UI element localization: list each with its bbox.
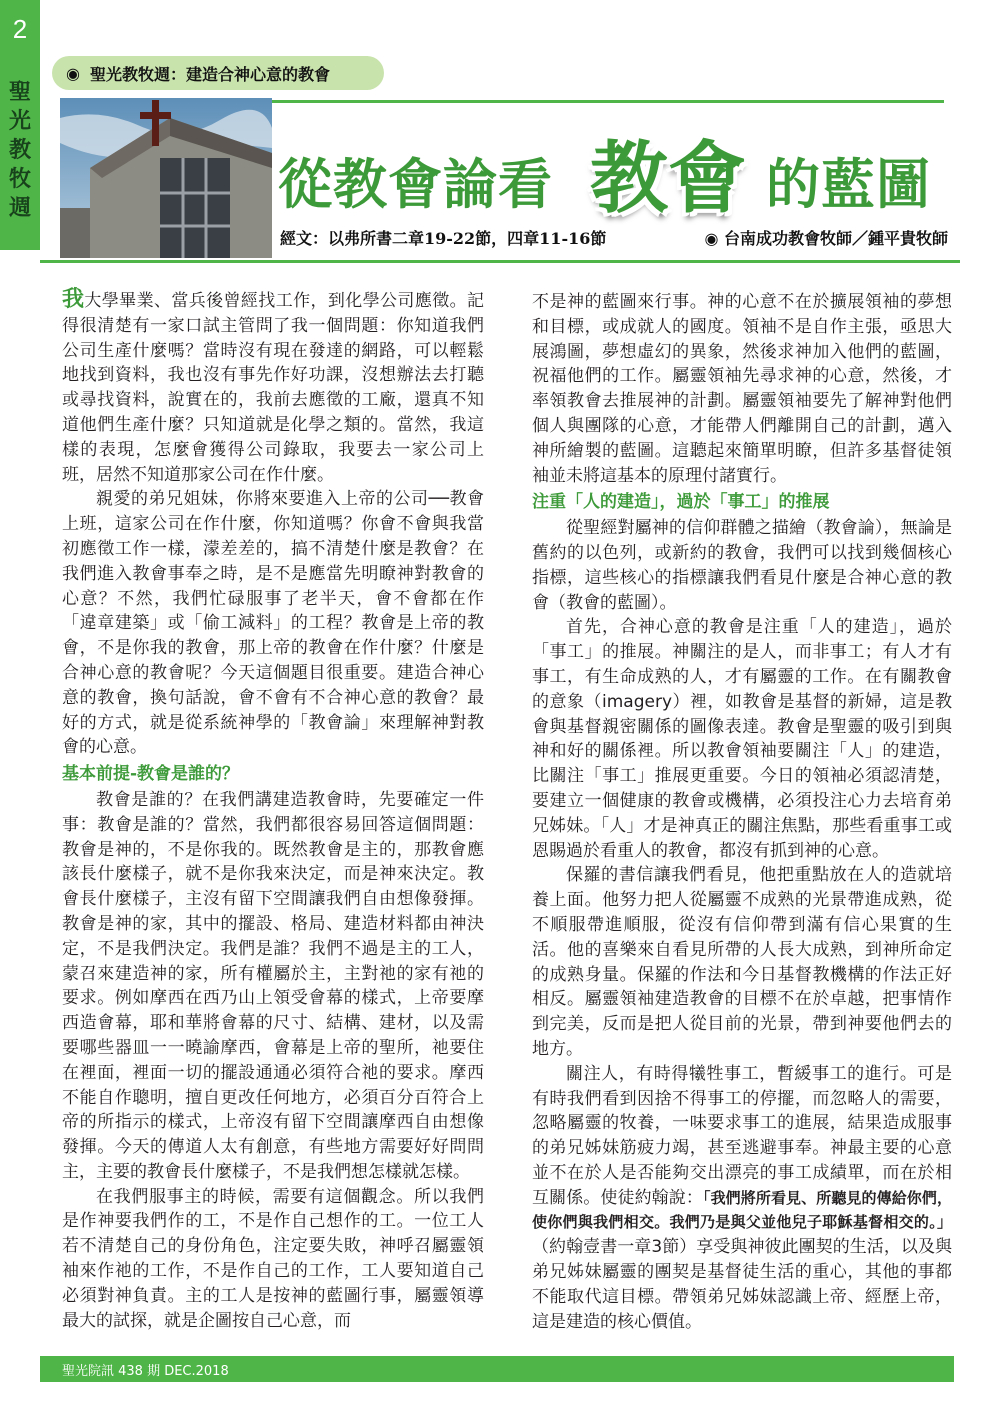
section-heading: 注重「人的建造」，過於「事工」的推展	[532, 492, 830, 513]
bullet-icon: ◉	[704, 229, 724, 248]
header-rule	[272, 100, 944, 103]
column-tag	[52, 56, 384, 90]
author-name: 台南成功教會牧師／鍾平貴牧師	[723, 229, 948, 248]
sidebar-strip	[0, 0, 40, 250]
section-char: 教	[8, 137, 31, 163]
article-title	[278, 130, 958, 224]
title-part-3: 的藍圖	[766, 153, 931, 216]
paragraph: 教會是誰的？在我們講建造教會時，先要確定一件事：教會是誰的？當然，我們都很容易回答這個問題：教會是神的，不是你我的。既然教會是主的，那教會應該長什麼樣子，就不是你我來決定，而是神來決定。教會長什麼樣子，主沒有留下空間讓我們自由想像發揮。教會是神的家，其中的擺設、格局、建造材料都由神決定，不是我們決定。我們是誰？我們不過是主的工人，蒙召來建造神的家，所有權屬於主，主對祂的家有祂的要求。例如摩西在西乃山上領受會幕的樣式，上帝要摩西造會幕，耶和華將會幕的尺寸、結構、建材，以及需要哪些器皿一一曉諭摩西，會幕是上帝的聖所，祂要住在裡面，裡面一切的擺設通通必須符合祂的要求。摩西不能自作聰明，擅自更改任何地方，必須百分百符合上帝的所指示的樣式，上帝沒有留下空間讓摩西自由想像發揮。今天的傳道人太有創意，有些地方需要好好問問主，主要的教會長什麼樣子，不是我們想怎樣就怎樣。	[62, 789, 484, 1182]
column-tag-label: 聖光教牧週：建造合神心意的教會	[89, 64, 330, 84]
scripture-quote: 「我們將所看見、所聽見的傳給你們，使你們與我們相交。我們乃是與父並他兒子耶穌基督相交的。」	[532, 1188, 952, 1232]
right-column	[532, 290, 952, 1334]
author-byline	[704, 226, 948, 249]
article-meta	[280, 226, 948, 250]
page-number: 2	[12, 14, 28, 44]
section-char: 聖	[8, 79, 31, 105]
paragraph: 首先，合神心意的教會是注重「人的建造」，過於「事工」的推展。神關注的是人，而非事工；有人才有事工，有生命成熟的人，才有屬靈的工作。在有關教會的意象（imagery）裡，如教會是基督的新婦，這是教會與基督親密關係的圖像表達。教會是聖靈的吸引到與神和好的關係裡。所以教會領袖要關注「人」的建造，比關注「事工」推展更重要。今日的領袖必須認清楚，要建立一個健康的教會或機構，必須投注心力去培育弟兄姊妹。「人」才是神真正的關注焦點，那些看重事工或恩賜過於看重人的教會，都沒有抓到神的心意。	[532, 617, 952, 861]
section-heading: 基本前提-教會是誰的？	[62, 764, 240, 785]
paragraph-text: 關注人，有時得犧牲事工，暫緩事工的進行。可是有時我們看到因捨不得事工的停擺，而忽略人的需要，忽略屬靈的牧養，一味要求事工的進展，結果造成服事的弟兄姊妹筋疲力竭，甚至逃避事奉。神最主要的心意並不在於人是否能夠交出漂亮的事工成績單，而在於相互關係。使徒約翰說：	[532, 1063, 952, 1208]
footer-bar	[40, 1356, 954, 1382]
church-photo	[60, 98, 272, 258]
drop-cap: 我	[62, 287, 85, 312]
title-part-1: 從教會論看	[278, 153, 553, 216]
section-vertical-title	[0, 78, 40, 223]
section-char: 週	[8, 195, 31, 221]
paragraph: 從聖經對屬神的信仰群體之描繪（教會論），無論是舊約的以色列，或新約的教會，我們可以找到幾個核心指標，這些核心的指標讓我們看見什麼是合神心意的教會（教會的藍圖）。	[532, 518, 952, 613]
paragraph-text: （約翰壹書一章3節）享受與神彼此團契的生活，以及與弟兄姊妹屬靈的團契是基督徒生活的重心，其他的事都不能取代這目標。帶領弟兄姊妹認識上帝、經歷上帝，這是建造的核心價值。	[532, 1237, 952, 1332]
paragraph: 保羅的書信讓我們看見，他把重點放在人的造就培養上面。他努力把人從屬靈不成熟的光景帶進成熟，從不順服帶進順服，從沒有信仰帶到滿有信心果實的生活。他的喜樂來自看見所帶的人長大成熟，到神所命定的成熟身量。保羅的作法和今日基督教機構的作法正好相反。屬靈領袖建造教會的目標不在於卓越，把事情作到完美，反而是把人從目前的光景，帶到神要他們去的地方。	[532, 865, 952, 1059]
left-column	[62, 288, 484, 1333]
paragraph	[532, 1062, 952, 1335]
section-char: 光	[8, 108, 31, 134]
paragraph: 在我們服事主的時候，需要有這個觀念。所以我們是作神要我們作的工，不是作自己想作的工。一位工人若不清楚自己的身份角色，注定要失敗，神呼召屬靈領袖來作祂的工作，不是作自己的工作，工人要知道自己必須對神負責。主的工人是按神的藍圖行事，屬靈領導最大的試探，就是企圖按自己心意，而	[62, 1186, 484, 1331]
church-illustration	[60, 98, 272, 258]
paragraph: 不是神的藍圖來行事。神的心意不在於擴展領袖的夢想和目標，或成就人的國度。領袖不是自作主張，亟思大展鴻圖，夢想虛幻的異象，然後求神加入他們的藍圖，祝福他們的工作。屬靈領袖先尋求神的心意，然後，才率領教會去推展神的計劃。屬靈領袖要先了解神對他們個人與團隊的心意，才能帶人們離開自己的計劃，邁入神所繪製的藍圖。這聽起來簡單明瞭，但許多基督徒領袖並未將這基本的原理付諸實行。	[532, 292, 952, 486]
header-bottom-rule	[40, 260, 960, 263]
bullet-icon: ◉	[66, 63, 80, 83]
section-char: 牧	[8, 166, 31, 192]
scripture-reference: 經文：以弗所書二章19-22節，四章11-16節	[280, 229, 607, 248]
title-part-2: 教會	[590, 134, 747, 224]
paragraph-text: 大學畢業、當兵後曾經找工作，到化學公司應徵。記得很清楚有一家口試主管問了我一個問題：你知道我們公司生產什麼嗎？當時沒有現在發達的網路，可以輕鬆地找到資料，我也沒有事先作好功課，沒想辦法去打聽或尋找資料，說實在的，我前去應徵的工廠，還真不知道他們生產什麼？只知道就是化學之類的。當然，我這樣的表現，怎麼會獲得公司錄取，我要去一家公司上班，居然不知道那家公司在作什麼。	[62, 291, 484, 485]
issue-info: 聖光院訊 438 期 DEC.2018	[62, 1363, 229, 1379]
paragraph	[62, 288, 484, 487]
paragraph: 親愛的弟兄姐妹，你將來要進入上帝的公司──教會上班，這家公司在作什麼，你知道嗎？你會不會與我當初應徵工作一樣，濛差差的，搞不清楚什麼是教會？在我們進入教會事奉之時，是不是應當先明瞭神對教會的心意？不然，我們忙碌服事了老半天，會不會都在作「違章建築」或「偷工減料」的工程？教會是上帝的教會，不是你我的教會，那上帝的教會在作什麼？什麼是合神心意的教會呢？今天這個題目很重要。建造合神心意的教會，換句話說，會不會有不合神心意的教會？最好的方式，就是從系統神學的「教會論」來理解神對教會的心意。	[62, 489, 484, 758]
